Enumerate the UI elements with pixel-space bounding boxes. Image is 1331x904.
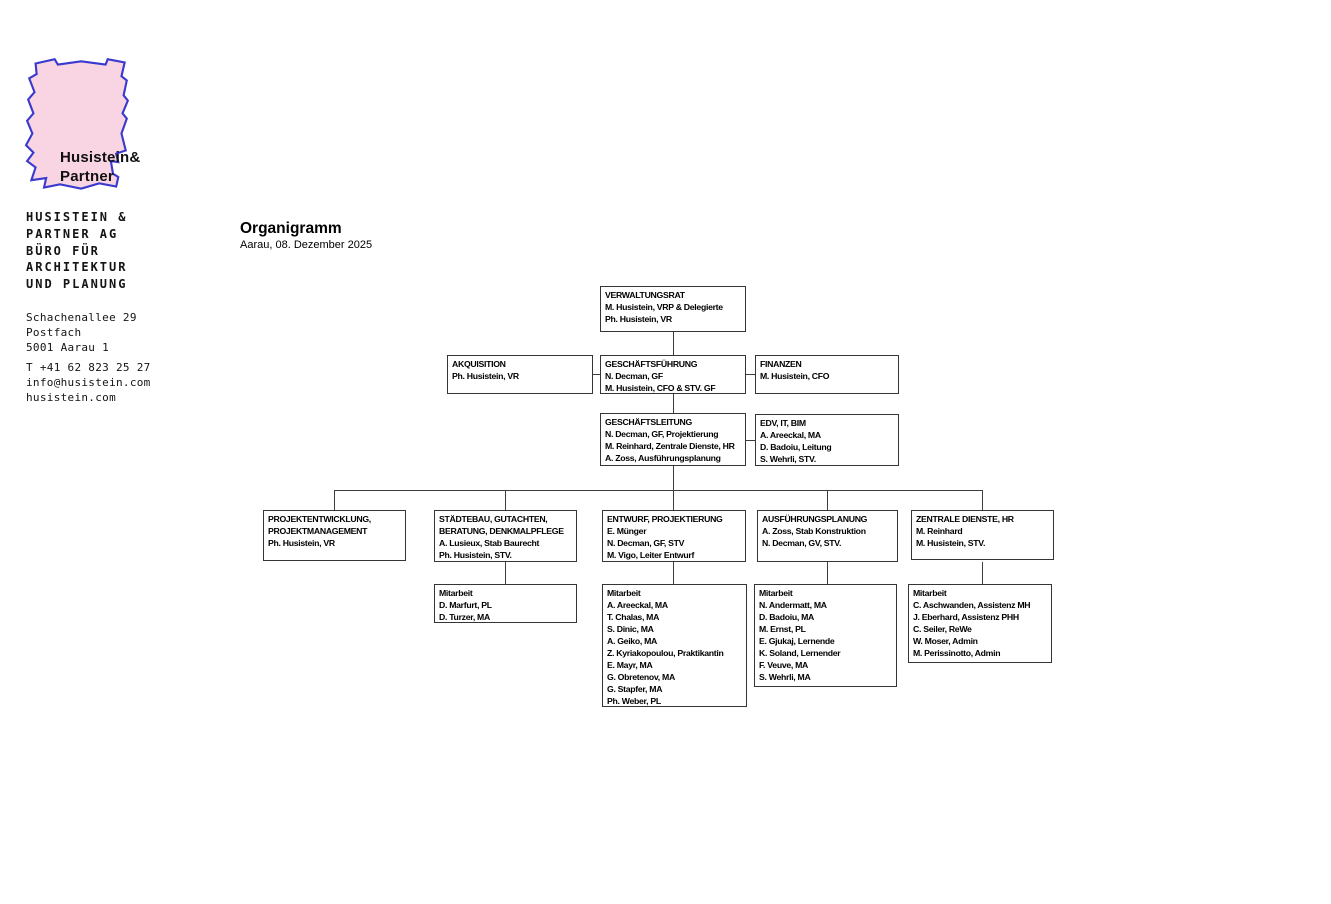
node-member: N. Decman, GF [605,371,663,381]
node-title: ENTWURF, PROJEKTIERUNG [607,514,723,524]
logo-wordmark-line1: Husistein& [60,149,141,166]
node-title: GESCHÄFTSFÜHRUNG [605,359,698,369]
page-title: Organigramm [240,220,342,237]
org-node-verwaltungsrat [600,286,746,332]
connector-line [505,562,506,584]
company-name-line: ARCHITEKTUR [26,260,128,275]
org-node-geschaeftsfuehrung [600,355,746,394]
org-node-projektentwicklung [263,510,406,561]
node-member: E. Münger [607,526,647,536]
node-member: Ph. Husistein, VR [268,538,335,548]
org-node-mitarbeit-zentrale [908,584,1052,663]
org-node-geschaeftsleitung [600,413,746,466]
connector-line [746,440,755,441]
node-title: PROJEKTMANAGEMENT [268,526,368,536]
node-member: M. Reinhard [916,526,963,536]
node-member: M. Husistein, VRP & Delegierte [605,302,723,312]
node-member: G. Stapfer, MA [607,684,663,694]
node-member: M. Husistein, CFO [760,371,830,381]
connector-line [673,332,674,355]
node-member: J. Eberhard, Assistenz PHH [913,612,1019,622]
address-line: Schachenallee 29 [26,311,137,324]
node-title: Mitarbeit [913,588,947,598]
company-name-line: BÜRO FÜR [26,243,100,258]
node-title: EDV, IT, BIM [760,418,806,428]
node-title: GESCHÄFTSLEITUNG [605,417,692,427]
node-member: S. Wehrli, MA [759,672,811,682]
connector-line [334,490,335,510]
logo-wordmark-line2: Partner [60,168,114,185]
org-node-mitarbeit-entwurf [602,584,747,707]
node-member: A. Areeckal, MA [760,430,821,440]
logo-wordmark [60,148,140,186]
org-node-edv-it-bim [755,414,899,466]
node-member: C. Seiler, ReWe [913,624,972,634]
node-member: K. Soland, Lernender [759,648,841,658]
node-title: ZENTRALE DIENSTE, HR [916,514,1014,524]
connector-line [827,490,828,510]
connector-line [673,466,674,510]
node-member: S. Wehrli, STV. [760,454,816,464]
node-member: W. Moser, Admin [913,636,978,646]
node-member: N. Decman, GF, Projektierung [605,429,719,439]
node-member: M. Husistein, STV. [916,538,986,548]
node-title: Mitarbeit [439,588,473,598]
node-title: BERATUNG, DENKMALPFLEGE [439,526,564,536]
node-member: M. Reinhard, Zentrale Dienste, HR [605,441,735,451]
node-member: Ph. Husistein, VR [452,371,519,381]
org-node-ausfuehrungsplanung [757,510,898,562]
node-member: E. Mayr, MA [607,660,653,670]
org-node-akquisition [447,355,593,394]
node-member: M. Ernst, PL [759,624,806,634]
connector-line [334,490,983,491]
node-member: N. Decman, GV, STV. [762,538,842,548]
node-title: VERWALTUNGSRAT [605,290,685,300]
connector-line [593,374,600,375]
company-name-line: UND PLANUNG [26,277,128,292]
node-member: M. Perissinotto, Admin [913,648,1001,658]
node-member: Z. Kyriakopoulou, Praktikantin [607,648,724,658]
node-title: Mitarbeit [759,588,793,598]
connector-line [982,490,983,510]
node-member: N. Andermatt, MA [759,600,827,610]
company-name-line: HUSISTEIN & [26,210,128,224]
node-title: Mitarbeit [607,588,641,598]
node-member: A. Areeckal, MA [607,600,668,610]
org-node-zentrale-dienste [911,510,1054,560]
node-member: G. Obretenov, MA [607,672,675,682]
node-title: PROJEKTENTWICKLUNG, [268,514,371,524]
node-member: F. Veuve, MA [759,660,809,670]
node-member: M. Husistein, CFO & STV. GF [605,383,716,393]
email-line: info@husistein.com [26,375,151,389]
node-member: Ph. Weber, PL [607,696,661,706]
company-address-block [26,311,137,355]
node-title: STÄDTEBAU, GUTACHTEN, [439,514,548,524]
connector-line [827,562,828,584]
connector-line [673,562,674,584]
node-member: D. Turzer, MA [439,612,490,622]
connector-line [746,374,755,375]
node-title: FINANZEN [760,359,802,369]
node-member: Ph. Husistein, VR [605,314,672,324]
node-member: Ph. Husistein, STV. [439,550,512,560]
company-name-line: PARTNER AG [26,226,119,241]
node-title: AUSFÜHRUNGSPLANUNG [762,514,868,524]
company-contact-block [26,361,151,405]
connector-line [673,394,674,413]
company-logo [22,55,141,195]
org-node-mitarbeit-staedtebau [434,584,577,623]
connector-line [982,562,983,584]
website-line: husistein.com [26,390,116,404]
node-member: D. Badoiu, MA [759,612,814,622]
org-node-staedtebau [434,510,577,562]
node-member: M. Vigo, Leiter Entwurf [607,550,695,560]
node-member: S. Dinic, MA [607,624,654,634]
page-subtitle: Aarau, 08. Dezember 2025 [240,239,373,251]
address-line: Postfach [26,325,82,339]
node-member: A. Lusieux, Stab Baurecht [439,538,540,548]
connector-line [505,490,506,510]
address-line: 5001 Aarau 1 [26,340,110,354]
node-member: T. Chalas, MA [607,612,660,622]
node-member: D. Marfurt, PL [439,600,492,610]
node-member: N. Decman, GF, STV [607,538,685,548]
node-member: C. Aschwanden, Assistenz MH [913,600,1031,610]
node-title: AKQUISITION [452,359,506,369]
org-node-mitarbeit-ausfuehrung [754,584,897,687]
phone-line: T +41 62 823 25 27 [26,361,151,374]
node-member: A. Geiko, MA [607,636,657,646]
org-node-entwurf [602,510,746,562]
node-member: D. Badoiu, Leitung [760,442,832,452]
node-member: E. Gjukaj, Lernende [759,636,835,646]
node-member: A. Zoss, Stab Konstruktion [762,526,866,536]
company-name-block [26,209,127,293]
org-node-finanzen [755,355,899,394]
node-member: A. Zoss, Ausführungsplanung [605,453,721,463]
